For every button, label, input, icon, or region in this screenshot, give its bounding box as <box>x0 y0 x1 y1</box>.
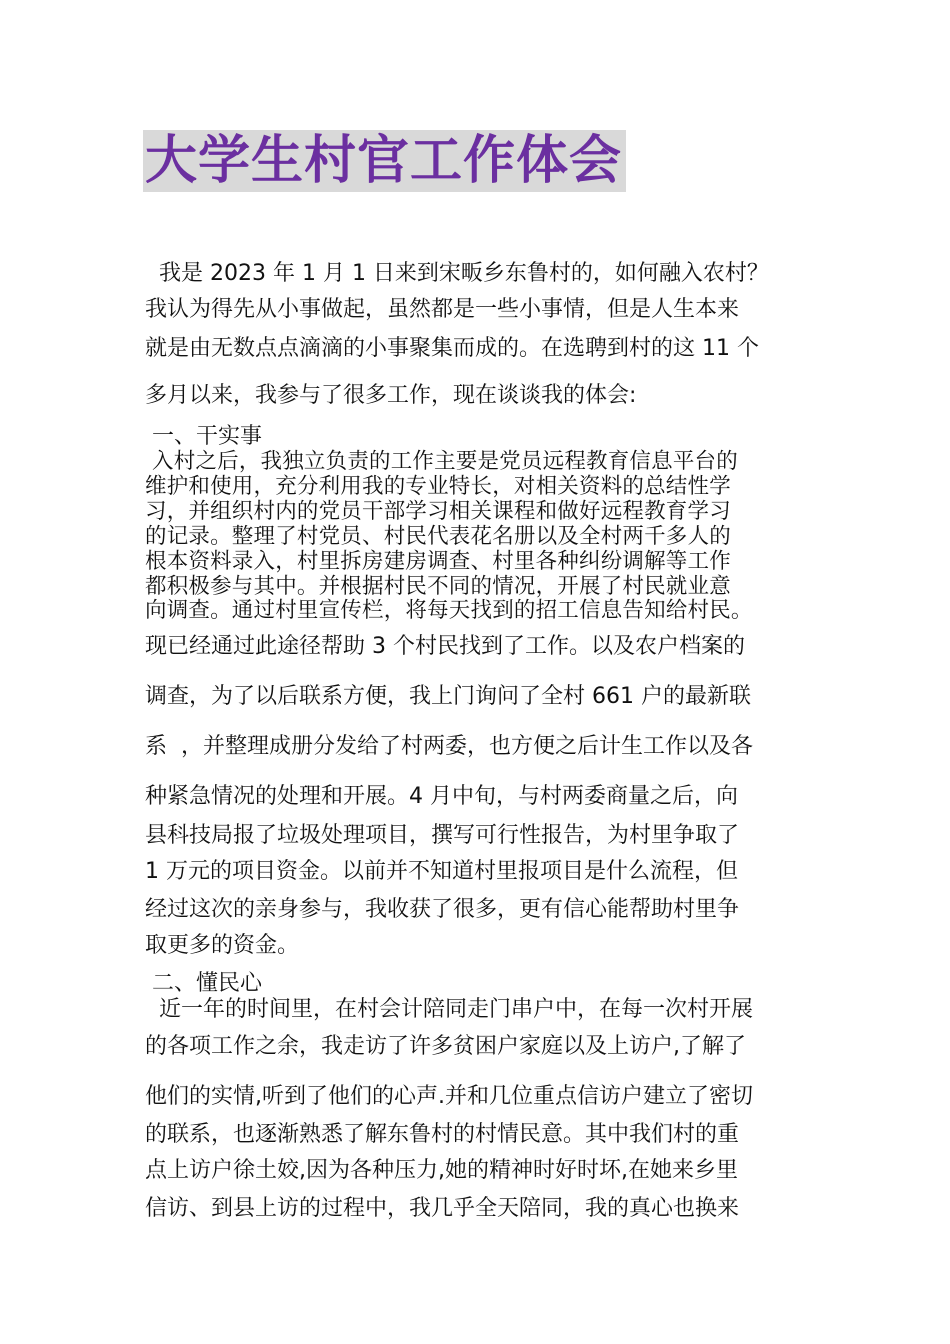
paragraph-line: 习，并组织村内的党员干部学习相关课程和做好远程教育学习 <box>145 499 731 524</box>
intro-line: 我认为得先从小事做起，虽然都是一些小事情，但是人生本来 <box>145 297 740 322</box>
paragraph-line: 系 ，并整理成册分发给了村两委，也方便之后计生工作以及各 <box>145 734 753 759</box>
paragraph-line: 近一年的时间里，在村会计陪同走门串户中，在每一次村开展 <box>145 997 753 1022</box>
paragraph-line: 根本资料录入，村里拆房建房调查、村里各种纠纷调解等工作 <box>145 549 731 574</box>
paragraph-line: 信访、到县上访的过程中，我几乎全天陪同，我的真心也换来 <box>145 1196 740 1221</box>
paragraph-line: 的记录。整理了村党员、村民代表花名册以及全村两千多人的 <box>145 524 731 549</box>
paragraph-line: 现已经通过此途径帮助 3 个村民找到了工作。以及农户档案的 <box>145 634 745 659</box>
paragraph-line: 种紧急情况的处理和开展。4 月中旬，与村两委商量之后，向 <box>145 784 738 809</box>
paragraph-line: 他们的实情,听到了他们的心声.并和几位重点信访户建立了密切 <box>145 1084 753 1109</box>
paragraph-line: 的各项工作之余，我走访了许多贫困户家庭以及上访户,了解了 <box>145 1034 746 1059</box>
paragraph-line: 点上访户徐土姣,因为各种压力,她的精神时好时坏,在她来乡里 <box>145 1158 738 1183</box>
paragraph-line: 1 万元的项目资金。以前并不知道村里报项目是什么流程，但 <box>145 859 738 884</box>
paragraph-line: 入村之后，我独立负责的工作主要是党员远程教育信息平台的 <box>145 449 738 474</box>
section-heading-2: 二、懂民心 <box>145 971 262 996</box>
paragraph-line: 维护和使用，充分利用我的专业特长，对相关资料的总结性学 <box>145 474 731 499</box>
paragraph-line: 调查，为了以后联系方便，我上门询问了全村 661 户的最新联 <box>145 684 751 709</box>
paragraph-line: 取更多的资金。 <box>145 933 300 958</box>
paragraph-line: 的联系，也逐渐熟悉了解东鲁村的村情民意。其中我们村的重 <box>145 1122 740 1147</box>
paragraph-line: 向调查。通过村里宣传栏，将每天找到的招工信息告知给村民。 <box>145 598 753 623</box>
document-title: 大学生村官工作体会 <box>143 130 626 192</box>
paragraph-line: 县科技局报了垃圾处理项目，撰写可行性报告，为村里争取了 <box>145 823 740 848</box>
paragraph-line: 经过这次的亲身参与，我收获了很多，更有信心能帮助村里争 <box>145 897 740 922</box>
paragraph-line: 都积极参与其中。并根据村民不同的情况，开展了村民就业意 <box>145 574 731 599</box>
intro-line: 我是 2023 年 1 月 1 日来到宋畈乡东鲁村的，如何融入农村？ <box>145 261 769 286</box>
intro-line: 多月以来，我参与了很多工作，现在谈谈我的体会: <box>145 383 637 408</box>
intro-line: 就是由无数点点滴滴的小事聚集而成的。在选聘到村的这 11 个 <box>145 336 759 361</box>
section-heading-1: 一、干实事 <box>145 424 262 449</box>
